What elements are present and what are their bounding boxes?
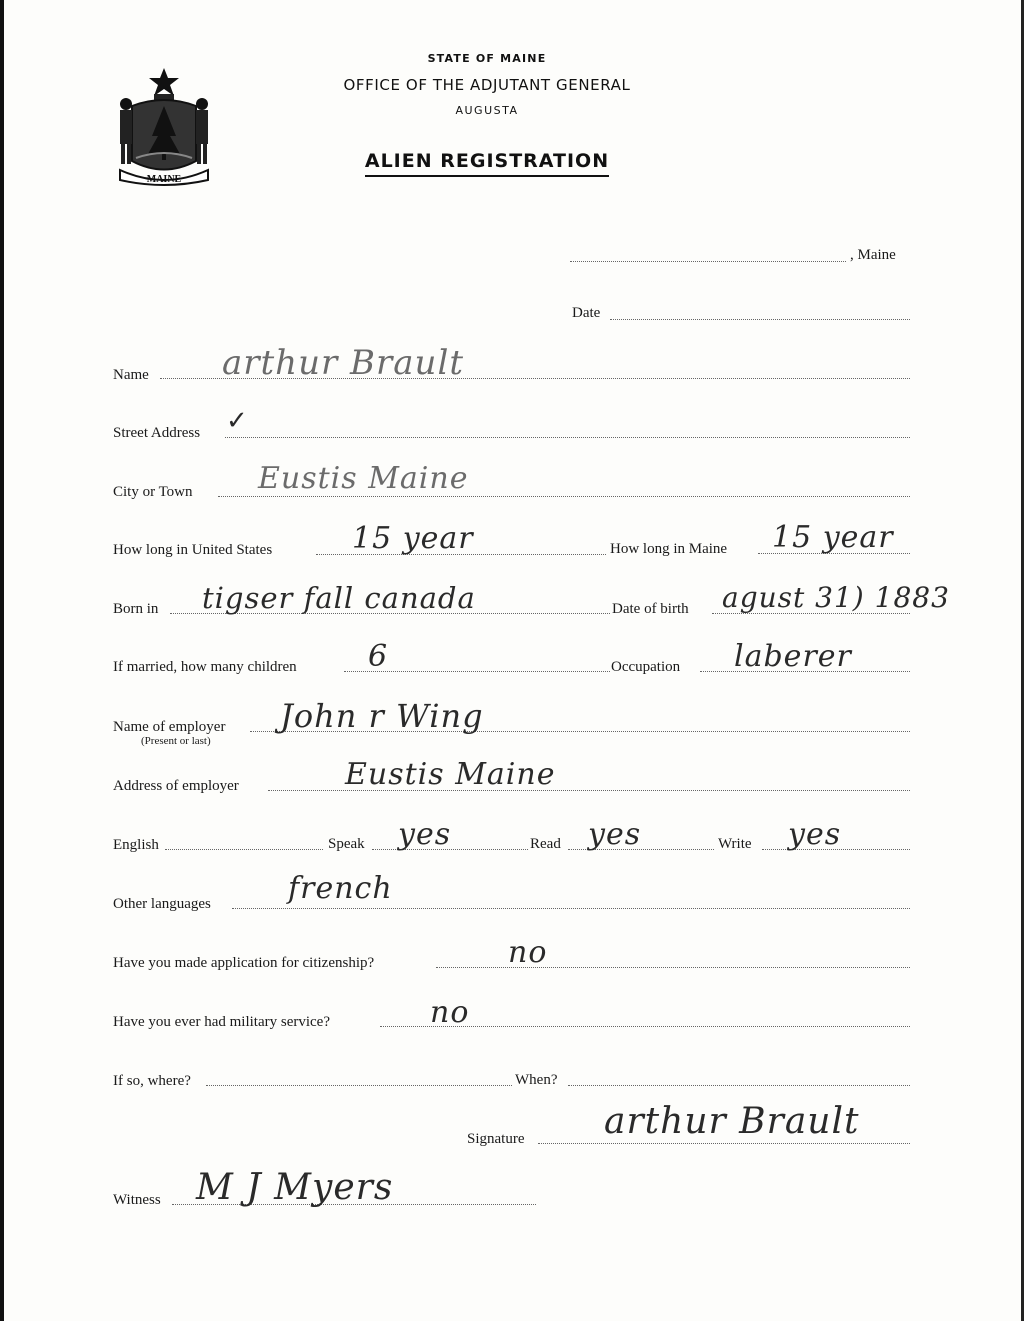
seal-text: MAINE [146,174,182,185]
signature-dotted-line [538,1143,910,1144]
city-label: City or Town [113,484,193,500]
other-languages-label: Other languages [113,896,211,912]
city-dotted-line [218,496,910,497]
read-entry: yes [588,817,642,852]
signature-label: Signature [467,1131,525,1147]
scan-edge-left [0,0,4,1321]
where-label: If so, where? [113,1073,191,1089]
other-languages-entry: french [288,871,393,906]
date-label: Date [572,305,601,321]
english-label: English [113,837,159,853]
street-address-entry: ✓ [226,406,249,436]
maine-suffix-label: , Maine [850,247,896,263]
how-long-maine-label: How long in Maine [610,541,728,557]
other-languages-dotted-line [232,908,910,909]
employer-address-entry: Eustis Maine [345,757,556,792]
children-label: If married, how many children [113,659,297,675]
date-of-birth-entry: agust 31) 1883 [722,581,950,614]
citizenship-label: Have you made application for citizenship? [113,955,375,971]
witness-label: Witness [113,1192,161,1208]
military-label: Have you ever had military service? [113,1014,330,1030]
how-long-us-label: How long in United States [113,542,273,558]
employer-address-label: Address of employer [113,778,239,794]
english-dotted-line [165,849,323,850]
occupation-entry: laberer [734,639,852,674]
witness-entry: M J Myers [196,1167,394,1208]
employer-name-note: (Present or last) [141,735,211,747]
signature-entry: arthur Brault [604,1101,860,1142]
town-dotted-line [570,261,846,262]
header-state: STATE OF MAINE [427,52,547,65]
employer-name-label: Name of employer [113,719,226,735]
military-entry: no [430,995,470,1030]
write-label: Write [718,836,752,852]
how-long-us-entry: 15 year [352,521,474,556]
date-of-birth-label: Date of birth [612,601,689,617]
when-label: When? [515,1072,558,1088]
street-address-label: Street Address [113,425,201,441]
city-entry: Eustis Maine [258,461,469,496]
when-dotted-line [568,1085,910,1086]
born-in-label: Born in [113,601,159,617]
header-office: OFFICE OF THE ADJUTANT GENERAL [343,76,631,94]
title-wrap [0,150,999,177]
employer-name-entry: John r Wing [280,697,484,735]
speak-label: Speak [328,836,365,852]
read-label: Read [530,836,561,852]
form-title: ALIEN REGISTRATION [365,150,609,177]
write-entry: yes [788,817,842,852]
street-address-dotted-line [225,437,910,438]
date-dotted-line [610,319,910,320]
where-dotted-line [206,1085,512,1086]
occupation-label: Occupation [611,659,681,675]
name-entry: arthur Brault [222,343,464,383]
how-long-maine-entry: 15 year [772,520,894,555]
citizenship-entry: no [508,935,548,970]
speak-entry: yes [398,817,452,852]
born-in-entry: tigser fall canada [202,581,476,615]
name-label: Name [113,367,149,383]
header-city: AUGUSTA [455,104,519,117]
children-entry: 6 [368,639,389,674]
